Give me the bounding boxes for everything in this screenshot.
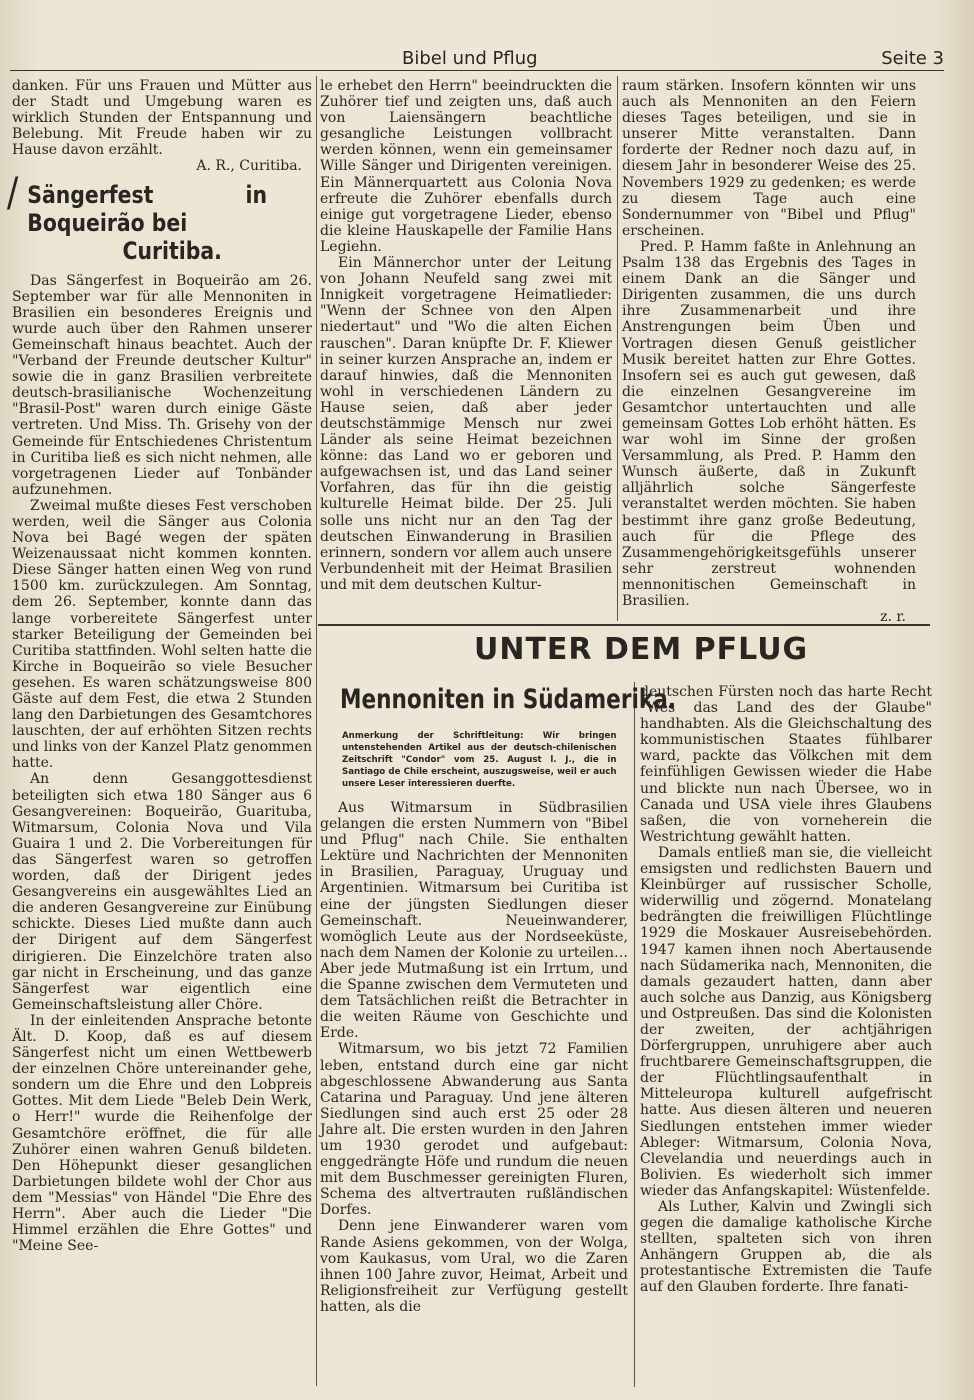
column-2	[320, 78, 612, 593]
column-1	[6, 78, 312, 1255]
page-number: Seite 3	[881, 48, 944, 69]
column-divider	[634, 682, 635, 1387]
article-headline	[6, 169, 267, 265]
article-paragraph: Pred. P. Hamm faßte in Anlehnung an Psalm 138 das Ergebnis des Tages in einem Dank an die Sänger und Dirigenten zusammen, die uns durch ihre Zusammenarbeit und ihre Anstrengungen beim Üben und Vortragen diesen Genuß geistlicher Musik bereitet hatten zur Ehre Gottes. Insofern sei es auch gut gewesen, daß die einzelnen Gesangvereine im Gesamtchor untertauchten und alle gemeinsam Gottes Lob erhöht hätten. Es war wohl im Sinne der großen Versammlung, als Pred. P. Hamm den Wunsch äußerte, daß in Zukunft alljährlich solche Sängerfeste veranstaltet werden möchten. Sie haben bestimmt ihre ganz große Bedeutung, auch für die Pflege des Zusammengehörigkeitsgefühls unserer sehr zerstreut wohnenden mennonitischen Gemeinschaft in Brasilien.	[622, 238, 916, 609]
column-3	[622, 78, 916, 625]
article-paragraph: An denn Gesanggottesdienst beteiligten sich etwa 180 Sänger aus 6 Gesangvereinen: Boqueirão, Guarituba, Witmarsum, Colonia Nova und Vila Guaira 1 und 2. Die Vorbereitungen für das Sängerfest waren so getroffen worden, daß der Dirigent jedes Gesangvereins ein ausgewähltes Lied an die anderen Gesangvereine zur Einübung schickte. Dieses Lied mußte dann auch der Dirigent auf dem Sängerfest dirigieren. Die Einzelchöre traten also gar nicht in Erscheinung, und das ganze Sängerfest war eigentlich eine Gemeinschaftsleistung aller Chöre.	[12, 771, 312, 1013]
article-signature: z. r.	[880, 609, 906, 626]
column-2-lower	[320, 800, 628, 1315]
article-paragraph: raum stärken. Insofern könnten wir uns auch als Mennoniten an den Feiern dieses Tages beteiligen, und sie in unserer Mitte veranstalten. Dann forderte der Redner noch dazu auf, in diesem Jahr in besonderer Weise des 25. Novembers 1929 zu gedenken; es werde zu diesem Tage auch eine Sondernummer von "Bibel und Pflug" erscheinen.	[622, 78, 916, 239]
article-paragraph: Ein Männerchor unter der Leitung von Johann Neufeld sang zwei mit Innigkeit vorgetragene Heimatlieder: "Wenn der Schnee von den Alpen niedertaut" und "Wo die alten Eichen rauschen". Daran knüpfte Dr. F. Kliewer in seiner kurzen Ansprache an, indem er darauf hinwies, daß die Mennoniten wohl in verschiedenen Ländern zu Hause seien, daß aber jeder deutschstämmige Mensch nur zwei Länder als seine Heimat bezeichnen könne: das Land wo er geboren und aufgewachsen ist, und das Land seiner Vorfahren, das für ihn die geistig kulturelle Heimat bilde. Der 25. Juli solle uns nicht nur an den Tag der deutschen Einwanderung in Brasilien erinnern, sondern vor allem auch unsere Verbundenheit mit der Heimat Brasilien und mit dem deutschen Kultur-	[320, 255, 612, 593]
article-paragraph: Witmarsum, wo bis jetzt 72 Familien leben, entstand durch eine gar nicht abgeschlossene Abwanderung aus Santa Catarina und Paraguay. Und jene älteren Siedlungen sind auch erst 25 oder 28 Jahre alt. Die ersten wurden in den Jahren um 1930 gerodet und aufgebaut: enggedrängte Höfe und rundum die neuen mit dem Buschmesser gereinigten Fluren, Schema des altvertrauten rußländischen Dorfes.	[320, 1041, 628, 1219]
article-paragraph: Zweimal mußte dieses Fest verschoben werden, weil die Sänger aus Colonia Nova bei Bagé wegen der späten Weizenaussaat nicht kommen konnten. Diese Sänger hatten einen Weg von rund 1500 km. zurückzulegen. Am Sonntag, dem 26. September, konnte dann das lange vorbereitete Sängerfest unter starker Beteiligung der Gemeinden bei Curitiba stattfinden. Wohl selten hatte die Kirche in Boqueirão so viele Besucher gesehen. Es waren schätzungsweise 800 Gäste auf dem Fest, die etwa 2 Stunden lang den Darbietungen des Gesamtchores lauschten, der auf erhöhten Sitzen rechts und links von der Kanzel Platz genommen hatte.	[12, 497, 312, 772]
section-title: UNTER DEM PFLUG	[474, 632, 809, 667]
article-headline: Mennoniten in Südamerika.	[340, 684, 677, 715]
article-paragraph: Damals entließ man sie, die vielleicht emsigsten und redlichsten Bauern und Kleinbürger auf russischer Scholle, widerwillig und zögernd. Monatelang bedrängten die freiwilligen Flüchtlinge 1929 die Moskauer Ausreisebehörden. 1947 kamen ihnen noch Abertausende nach Südamerika nach, Mennoniten, die damals gezaudert hatten, dann aber auch solche aus Danzig, aus Königsberg und Ostpreußen. Das sind die Kolonisten der zweiten, der achtjährigen Dörfergruppen, unruhigere aber auch fruchtbarere Gemeinschaftsgruppen, die der Flüchtlingsaufenthalt in Mitteleuropa kulturell aufgefrischt hatte. Aus diesen älteren und neueren Siedlungen entstehen immer wieder Ableger: Witmarsum, Colonia Nova, Clevelandia und neuerdings auch in Bolivien. Es wiederholt sich immer wieder das Anfangskapitel: Wüstenfelde.	[640, 844, 932, 1199]
article-paragraph: Als Luther, Kalvin und Zwingli sich gegen die damalige katholische Kirche stellten, spalteten sich von ihren Anhängern Gruppen ab, die als protestantische Extremisten die Taufe auf den Glauben forderte. Ihre fanati-	[640, 1199, 932, 1296]
article-paragraph: deutschen Fürsten noch das harte Recht "Wes das Land des der Glaube" handhabten. Als die Gleichschaltung des kommunistischen Staates fühlbarer ward, packte das Völkchen mit dem feinfühligen Gewissen wieder die Habe und blickte nun nach Übersee, wo in Canada und USA viele ihres Glaubens saßen, die von vorneherein die Westrichtung gewählt hatten.	[640, 684, 932, 845]
article-paragraph: Aus Witmarsum in Südbrasilien gelangen die ersten Nummern von "Bibel und Pflug" nach Chile. Sie enthalten Lektüre und Nachrichten der Mennoniten in Brasilien, Paraguay, Uruguay und Argentinien. Witmarsum bei Curitiba ist eine der jüngsten Siedlungen dieser Gemeinschaft. Neueinwanderer, womöglich Leute aus der Nordseeküste, nach dem Namen der Kolonie zu urteilen… Aber jede Mutmaßung ist ein Irrtum, und die Spanne zwischen dem Vermuteten und dem Tatsächlichen reißt die Betrachter in die weiten Räume von Geschichte und Erde.	[320, 800, 628, 1042]
headline-line-2: Curitiba.	[122, 236, 222, 265]
column-divider	[617, 76, 618, 621]
headline-line-1: Sängerfest in Boqueirão bei	[27, 180, 267, 237]
publication-title: Bibel und Pflug	[402, 48, 538, 69]
column-3-lower	[640, 684, 932, 1296]
editorial-note: Anmerkung der Schriftleitung: Wir bringen untenstehenden Artikel aus der deutsch-chilenischen Zeitschrift "Condor" vom 25. August l. J., die in Santiago de Chile erscheint, auszugsweise, weil er auch unsere Leser interessieren duerfte.	[342, 731, 617, 789]
column-divider	[316, 76, 317, 1386]
page-header	[10, 44, 944, 71]
article-paragraph: Denn jene Einwanderer waren vom Rande Asiens gekommen, von der Wolga, vom Kaukasus, vom Ural, wo die Zaren ihnen 100 Jahre zuvor, Heimat, Arbeit und Religionsfreiheit zur Verfügung gestellt hatten, als die	[320, 1218, 628, 1315]
article-paragraph: Das Sängerfest in Boqueirão am 26. September war für alle Mennoniten in Brasilien ein besonderes Ereignis und wurde auch über den Rahmen unserer Gemeinschaft hinaus beachtet. Auch der "Verband der Freunde deutscher Kultur" sowie die in ganz Brasilien verbreitete deutsch-brasilianische Wochenzeitung "Brasil-Post" waren durch einige Gäste vertreten. Und Miss. Th. Grisehy von der Gemeinde für Entschiedenes Christentum in Curitiba ließ es sich nicht nehmen, alle vorgetragenen Lieder auf Tonbänder aufzunehmen.	[12, 272, 312, 498]
article-text: danken. Für uns Frauen und Mütter aus der Stadt und Umgebung waren es wirklich Stunden der Entspannung und Belebung. Mit Freude haben wir zu Hause davon erzählt.	[12, 78, 312, 159]
article-signature: A. R., Curitiba.	[196, 158, 302, 175]
article-paragraph: In der einleitenden Ansprache betonte Ält. D. Koop, daß es auf diesem Sängerfest nicht um einen Wettbewerb der einzelnen Chöre untereinander gehe, sondern um die Ehre und den Lobpreis Gottes. Mit dem Liede "Beleb Dein Werk, o Herr!" wurde die Reihenfolge der Gesamtchöre eröffnet, die für alle Zuhörer einen wahren Genuß bildeten. Den Höhepunkt dieser gesanglichen Darbietungen bildete wohl der Chor aus dem "Messias" von Händel "Die Ehre des Herrn". Aber auch die Lieder "Die Himmel erzählen die Ehre Gottes" und "Meine See-	[12, 1012, 312, 1255]
slash-mark-icon: /	[6, 169, 19, 216]
article-paragraph: le erhebet den Herrn" beeindruckten die Zuhörer tief und zeigten uns, daß auch von Laiensängern beachtliche gesangliche Leistungen vollbracht werden können, wenn ein gemeinsamer Wille Sänger und Dirigenten vereinigen. Ein Männerquartett aus Colonia Nova erfreute die Zuhörer ebenfalls durch einige gut vorgetragene Lieder, ebenso die kleine Hauskapelle der Familie Hans Legiehn.	[320, 78, 612, 255]
